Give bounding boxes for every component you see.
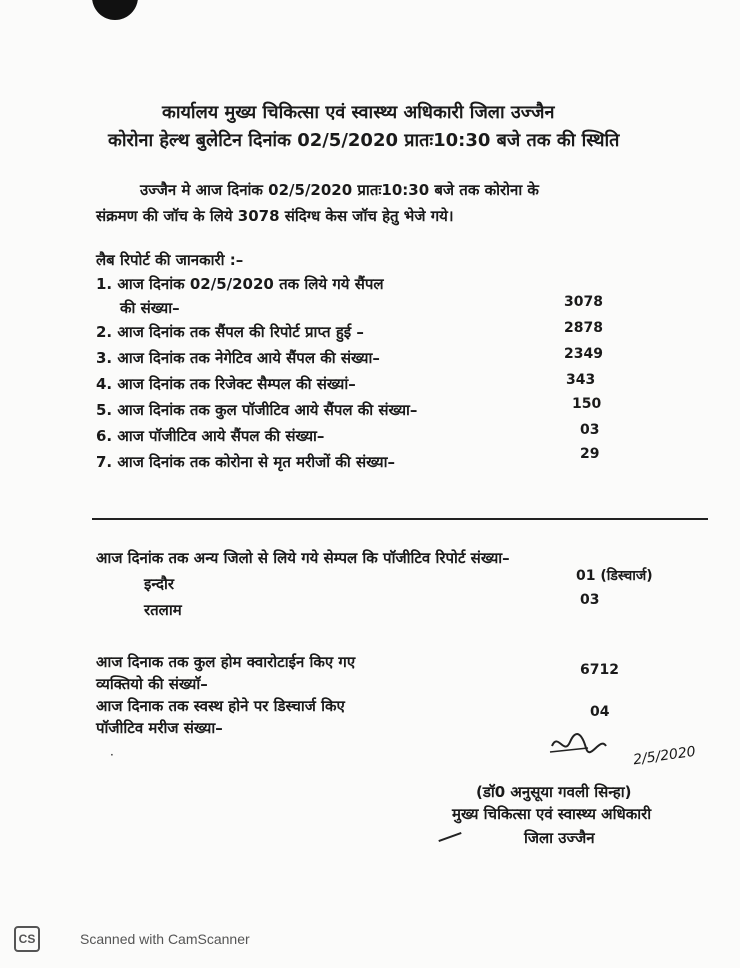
officer-designation: मुख्य चिकित्सा एवं स्वास्थ्य अधिकारी: [452, 805, 652, 823]
camscanner-watermark: Scanned with CamScanner: [80, 931, 250, 947]
officer-name: (डॉ0 अनुसूया गवली सिन्हा): [476, 783, 632, 801]
district-indore: इन्दौर: [144, 575, 174, 593]
lab-report-heading: लैब रिपोर्ट की जानकारी :–: [96, 251, 244, 269]
quarantine-line-2: व्यक्तियो की संख्याॅ–: [96, 675, 208, 693]
intro-line-1: उज्जैन मे आज दिनांक 02/5/2020 प्रातः10:30 बजे तक कोरोना के: [140, 181, 539, 199]
lab-item-1-value: 3078: [564, 294, 603, 310]
lab-item-6-value: 03: [580, 422, 600, 438]
intro-line-2: संक्रमण की जॉच के लिये 3078 संदिग्ध केस जॉच हेतु भेजे गये।: [96, 207, 454, 225]
district-indore-value: 01 (डिस्चार्ज): [576, 568, 653, 584]
lab-item-7-label: 7. आज दिनांक तक कोरोना से मृत मरीजों की संख्या–: [96, 453, 395, 471]
signature: [548, 726, 697, 769]
stray-mark: ·: [110, 748, 114, 762]
lab-item-5-value: 150: [572, 396, 602, 412]
officer-district: जिला उज्जैन: [524, 829, 595, 847]
header-bulletin-title: कोरोना हेल्थ बुलेटिन दिनांक 02/5/2020 प्रातः10:30 बजे तक की स्थिति: [108, 130, 620, 151]
pen-mark: [438, 832, 461, 842]
district-ratlam-value: 03: [580, 592, 600, 608]
lab-item-3-value: 2349: [564, 346, 603, 362]
lab-item-2-value: 2878: [564, 320, 603, 336]
signature-date: 2/5/2020: [632, 743, 697, 769]
quarantine-line-1: आज दिनाक तक कुल होम क्वारोटाईन किए गए: [96, 653, 356, 671]
discharged-value: 04: [590, 704, 610, 720]
scan-artifact: [92, 0, 138, 20]
lab-item-4-label: 4. आज दिनांक तक रिजेक्ट सैम्पल की संख्यां–: [96, 375, 356, 393]
discharged-line-2: पॉजीटिव मरीज संख्या–: [96, 719, 223, 737]
lab-item-2-label: 2. आज दिनांक तक सैंपल की रिपोर्ट प्राप्त हुई –: [96, 323, 364, 341]
camscanner-logo: CS: [14, 926, 40, 952]
header-office-title: कार्यालय मुख्य चिकित्सा एवं स्वास्थ्य अधिकारी जिला उज्जैन: [162, 102, 555, 123]
district-ratlam: रतलाम: [144, 601, 182, 619]
lab-item-4-value: 343: [566, 372, 596, 388]
lab-item-3-label: 3. आज दिनांक तक नेगेटिव आये सैंपल की संख्या–: [96, 349, 380, 367]
lab-item-5-label: 5. आज दिनांक तक कुल पॉजीटिव आये सैंपल की संख्या–: [96, 401, 418, 419]
lab-item-7-value: 29: [580, 446, 600, 462]
signature-scribble: [548, 726, 628, 760]
lab-item-1-label: 1. आज दिनांक 02/5/2020 तक लिये गये सैंपल: [96, 275, 384, 293]
quarantine-value: 6712: [580, 662, 619, 678]
section-divider: [92, 518, 708, 520]
discharged-line-1: आज दिनाक तक स्वस्थ होने पर डिस्चार्ज किए: [96, 697, 345, 715]
lab-item-6-label: 6. आज पॉजीटिव आये सैंपल की संख्या–: [96, 427, 325, 445]
other-districts-heading: आज दिनांक तक अन्य जिलो से लिये गये सेम्पल कि पॉजीटिव रिपोर्ट संख्या–: [96, 549, 510, 567]
lab-item-1-label-cont: की संख्या–: [120, 299, 180, 317]
